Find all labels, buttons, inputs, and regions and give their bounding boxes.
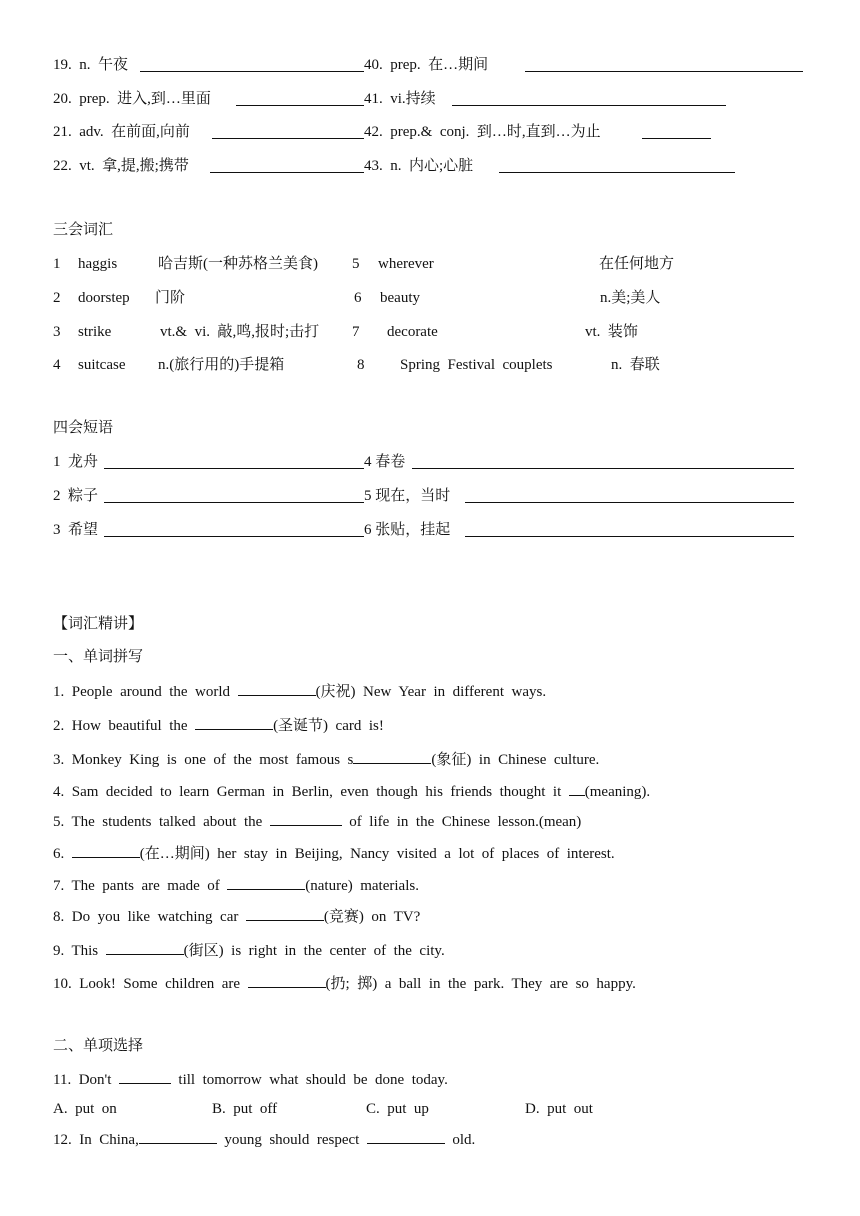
spelling-item-1: 1. People around the world (庆祝) New Year in different ways. xyxy=(53,681,546,702)
section-heading-sanhui: 三会词汇 xyxy=(53,222,114,238)
spelling-item-8: 8. Do you like watching car (竞赛) on TV? xyxy=(53,906,420,927)
answer-blank[interactable] xyxy=(525,57,803,72)
word-english: haggis xyxy=(78,256,118,272)
spelling-item-3: 3. Monkey King is one of the most famous s (象征) in Chinese culture. xyxy=(53,749,599,770)
spelling-item-6: 6. (在…期间) her stay in Beijing, Nancy visited a lot of places of interest. xyxy=(53,843,615,864)
spelling-item-7: 7. The pants are made of (nature) materials. xyxy=(53,875,419,896)
answer-blank[interactable] xyxy=(465,488,794,503)
word-number: 5 xyxy=(352,256,360,272)
vocab-item-42: 42. prep.& conj. 到…时,直到…为止 xyxy=(364,124,601,140)
answer-blank[interactable] xyxy=(569,781,585,796)
answer-blank[interactable] xyxy=(246,906,324,921)
question-12: 12. In China, young should respect old. xyxy=(53,1129,475,1150)
answer-blank[interactable] xyxy=(140,57,364,72)
word-number: 8 xyxy=(357,357,365,373)
vocab-item-21: 21. adv. 在前面,向前 xyxy=(53,124,190,140)
answer-blank[interactable] xyxy=(212,124,364,139)
option-b[interactable]: B. put off xyxy=(212,1101,278,1117)
word-english: wherever xyxy=(378,256,434,272)
phrase-item: 4 春卷 xyxy=(364,454,406,470)
vocab-item-41: 41. vi.持续 xyxy=(364,91,436,107)
word-english: doorstep xyxy=(78,290,130,306)
phrase-item: 2 粽子 xyxy=(53,488,99,504)
word-number: 6 xyxy=(354,290,362,306)
word-number: 4 xyxy=(53,357,61,373)
spelling-item-5: 5. The students talked about the of life in the Chinese lesson.(mean) xyxy=(53,811,581,832)
answer-blank[interactable] xyxy=(238,681,316,696)
phrase-item: 1 龙舟 xyxy=(53,454,99,470)
answer-blank[interactable] xyxy=(227,875,305,890)
answer-blank[interactable] xyxy=(195,715,273,730)
word-number: 3 xyxy=(53,324,61,340)
answer-blank[interactable] xyxy=(139,1129,217,1144)
word-meaning: vt.& vi. 敲,鸣,报时;击打 xyxy=(160,324,320,340)
option-c[interactable]: C. put up xyxy=(366,1101,429,1117)
answer-blank[interactable] xyxy=(119,1069,171,1084)
subsection-heading-spelling: 一、单词拼写 xyxy=(53,649,144,665)
spelling-item-2: 2. How beautiful the (圣诞节) card is! xyxy=(53,715,384,736)
word-number: 7 xyxy=(352,324,360,340)
section-heading-vocab-explain: 【词汇精讲】 xyxy=(53,616,144,632)
word-meaning: n.(旅行用的)手提箱 xyxy=(158,357,285,373)
word-meaning: 哈吉斯(一种苏格兰美食) xyxy=(158,256,318,272)
subsection-heading-multiple-choice: 二、单项选择 xyxy=(53,1038,144,1054)
word-english: Spring Festival couplets xyxy=(400,357,553,373)
word-meaning: n. 春联 xyxy=(611,357,660,373)
answer-blank[interactable] xyxy=(367,1129,445,1144)
answer-blank[interactable] xyxy=(210,158,364,173)
vocab-item-40: 40. prep. 在…期间 xyxy=(364,57,489,73)
option-a[interactable]: A. put on xyxy=(53,1101,117,1117)
answer-blank[interactable] xyxy=(104,454,364,469)
section-heading-sihui: 四会短语 xyxy=(53,420,114,436)
phrase-item: 6 张贴，挂起 xyxy=(364,522,451,538)
answer-blank[interactable] xyxy=(642,124,711,139)
word-meaning: 在任何地方 xyxy=(599,256,675,272)
word-english: suitcase xyxy=(78,357,126,373)
answer-blank[interactable] xyxy=(499,158,735,173)
answer-blank[interactable] xyxy=(270,811,342,826)
answer-blank[interactable] xyxy=(104,488,364,503)
phrase-item: 5 现在，当时 xyxy=(364,488,451,504)
word-number: 2 xyxy=(53,290,61,306)
answer-blank[interactable] xyxy=(465,522,794,537)
vocab-item-20: 20. prep. 进入,到…里面 xyxy=(53,91,211,107)
word-english: decorate xyxy=(387,324,438,340)
word-meaning: vt. 装饰 xyxy=(585,324,638,340)
phrase-item: 3 希望 xyxy=(53,522,99,538)
vocab-item-22: 22. vt. 拿,提,搬;携带 xyxy=(53,158,189,174)
answer-blank[interactable] xyxy=(452,91,726,106)
word-meaning: n.美;美人 xyxy=(600,290,661,306)
answer-blank[interactable] xyxy=(104,522,364,537)
spelling-item-9: 9. This (街区) is right in the center of the city. xyxy=(53,940,445,961)
vocab-item-19: 19. n. 午夜 xyxy=(53,57,129,73)
answer-blank[interactable] xyxy=(248,973,326,988)
answer-blank[interactable] xyxy=(72,843,140,858)
word-english: strike xyxy=(78,324,112,340)
option-d[interactable]: D. put out xyxy=(525,1101,593,1117)
word-number: 1 xyxy=(53,256,61,272)
question-11: 11. Don't till tomorrow what should be done today. xyxy=(53,1069,448,1090)
answer-blank[interactable] xyxy=(106,940,184,955)
word-english: beauty xyxy=(380,290,420,306)
answer-blank[interactable] xyxy=(236,91,364,106)
spelling-item-10: 10. Look! Some children are (扔; 掷) a ball in the park. They are so happy. xyxy=(53,973,636,994)
word-meaning: 门阶 xyxy=(155,290,186,306)
spelling-item-4: 4. Sam decided to learn German in Berlin, even though his friends thought it (meaning). xyxy=(53,781,650,802)
answer-blank[interactable] xyxy=(412,454,794,469)
vocab-item-43: 43. n. 内心;心脏 xyxy=(364,158,474,174)
answer-blank[interactable] xyxy=(353,749,431,764)
